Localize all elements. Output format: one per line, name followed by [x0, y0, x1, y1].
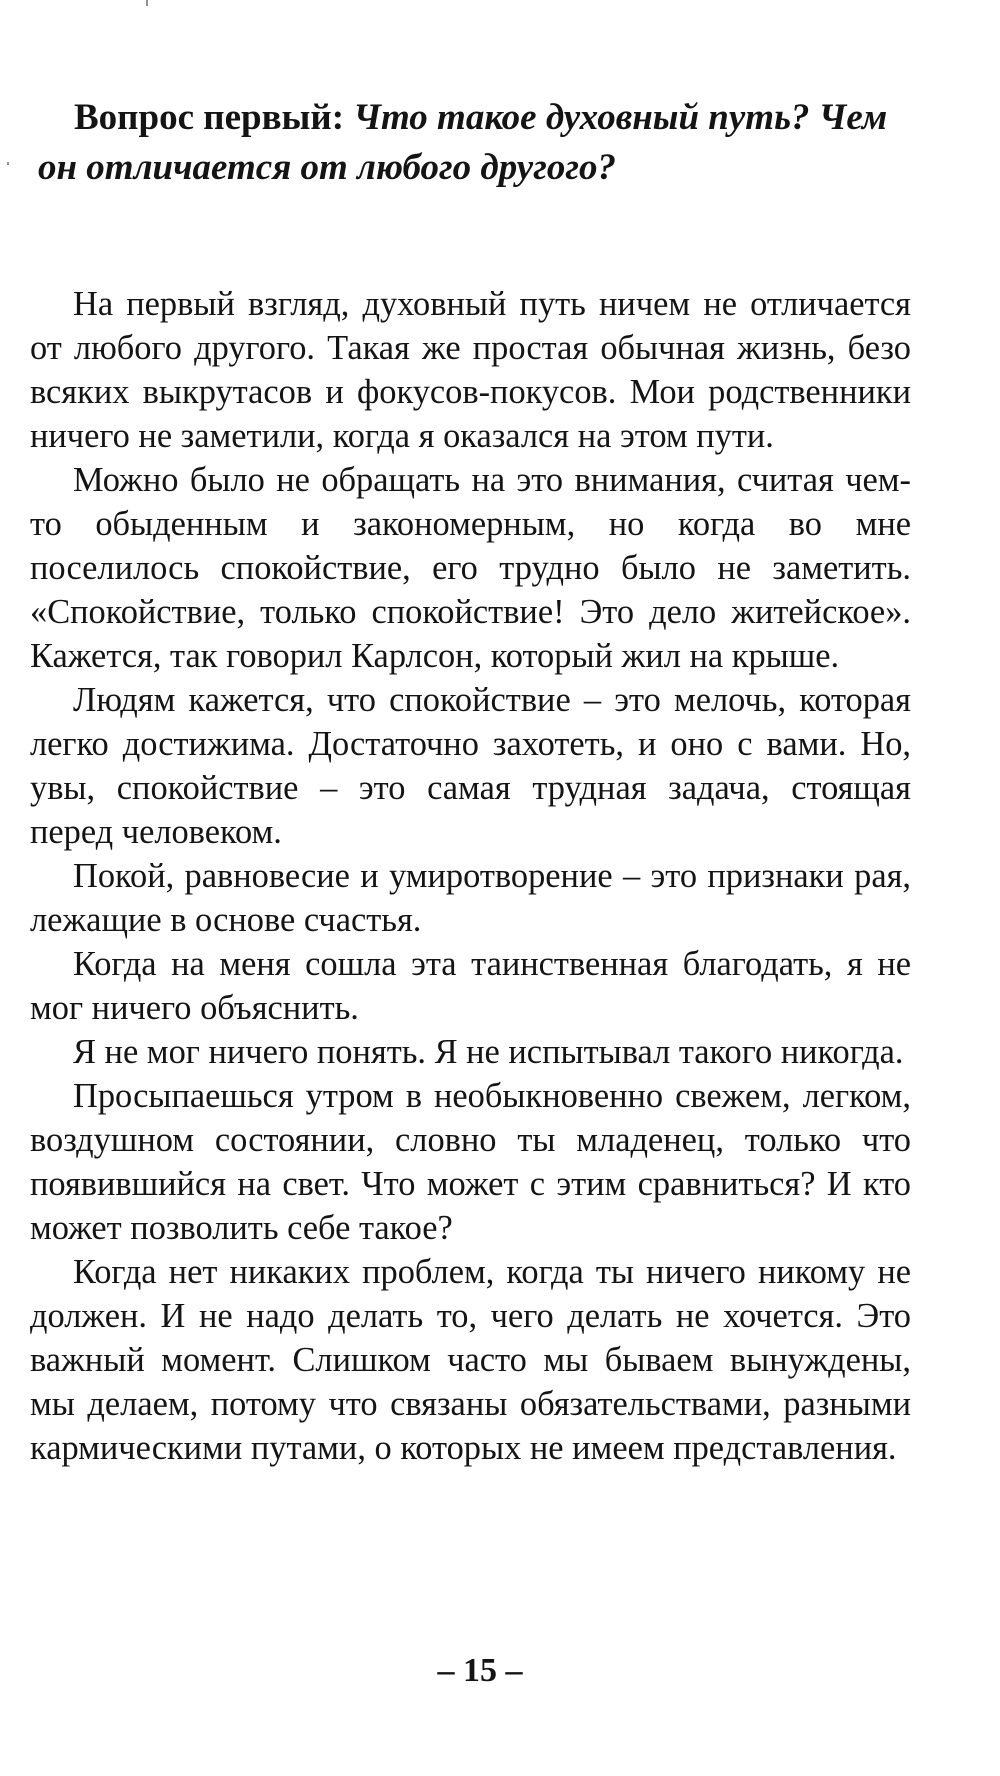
paragraph: Можно было не обращать на это внимания, считая чем-то обыденным и закономерным, но когда во мне поселилось спокойствие, его трудно было не заметить. «Спокойствие, только спокойствие! Это дело житейское». Кажется, так говорил Карлсон, который жил на крыше.: [30, 461, 911, 675]
paragraph: Покой, равновесие и умиротворение – это признаки рая, лежащие в основе счастья.: [30, 857, 911, 939]
heading-label: Вопрос первый:: [74, 97, 345, 138]
paragraph: Когда нет никаких проблем, когда ты ничего никому не должен. И не надо делать то, чего делать не хочется. Это важный момент. Слишком часто мы бываем вынуждены, мы делаем, потому что связаны обязательствами, разными кармическими путами, о которых не имеем представления.: [30, 1253, 911, 1467]
page-number: – 15 –: [437, 1652, 523, 1689]
paragraph: Я не мог ничего понять. Я не испытывал такого никогда.: [73, 1033, 904, 1071]
scan-mark-left: [7, 162, 9, 165]
paragraph: Просыпаешься утром в необыкновенно свежем, легком, воздушном состоянии, словно ты младенец, только что появившийся на свет. Что может с этим сравниться? И кто может позволить себе такое?: [30, 1077, 911, 1247]
paragraph: Когда на меня сошла эта таинственная благодать, я не мог ничего объяснить.: [30, 945, 911, 1027]
chapter-question-heading: [38, 93, 918, 193]
scan-mark-top: [146, 0, 148, 6]
paragraph: На первый взгляд, духовный путь ничем не отличается от любого другого. Такая же простая обычная жизнь, безо всяких выкрутасов и фокусов-покусов. Мои родственники ничего не заметили, когда я оказался на этом пути.: [30, 285, 911, 455]
body-text: [30, 282, 911, 1470]
heading-question: Что такое духовный путь? Чем он отличается от любого другого?: [38, 97, 888, 188]
paragraph: Людям кажется, что спокойствие – это мелочь, которая легко достижима. Достаточно захотеть, и оно с вами. Но, увы, спокойствие – это самая трудная задача, стоящая перед человеком.: [30, 681, 911, 851]
